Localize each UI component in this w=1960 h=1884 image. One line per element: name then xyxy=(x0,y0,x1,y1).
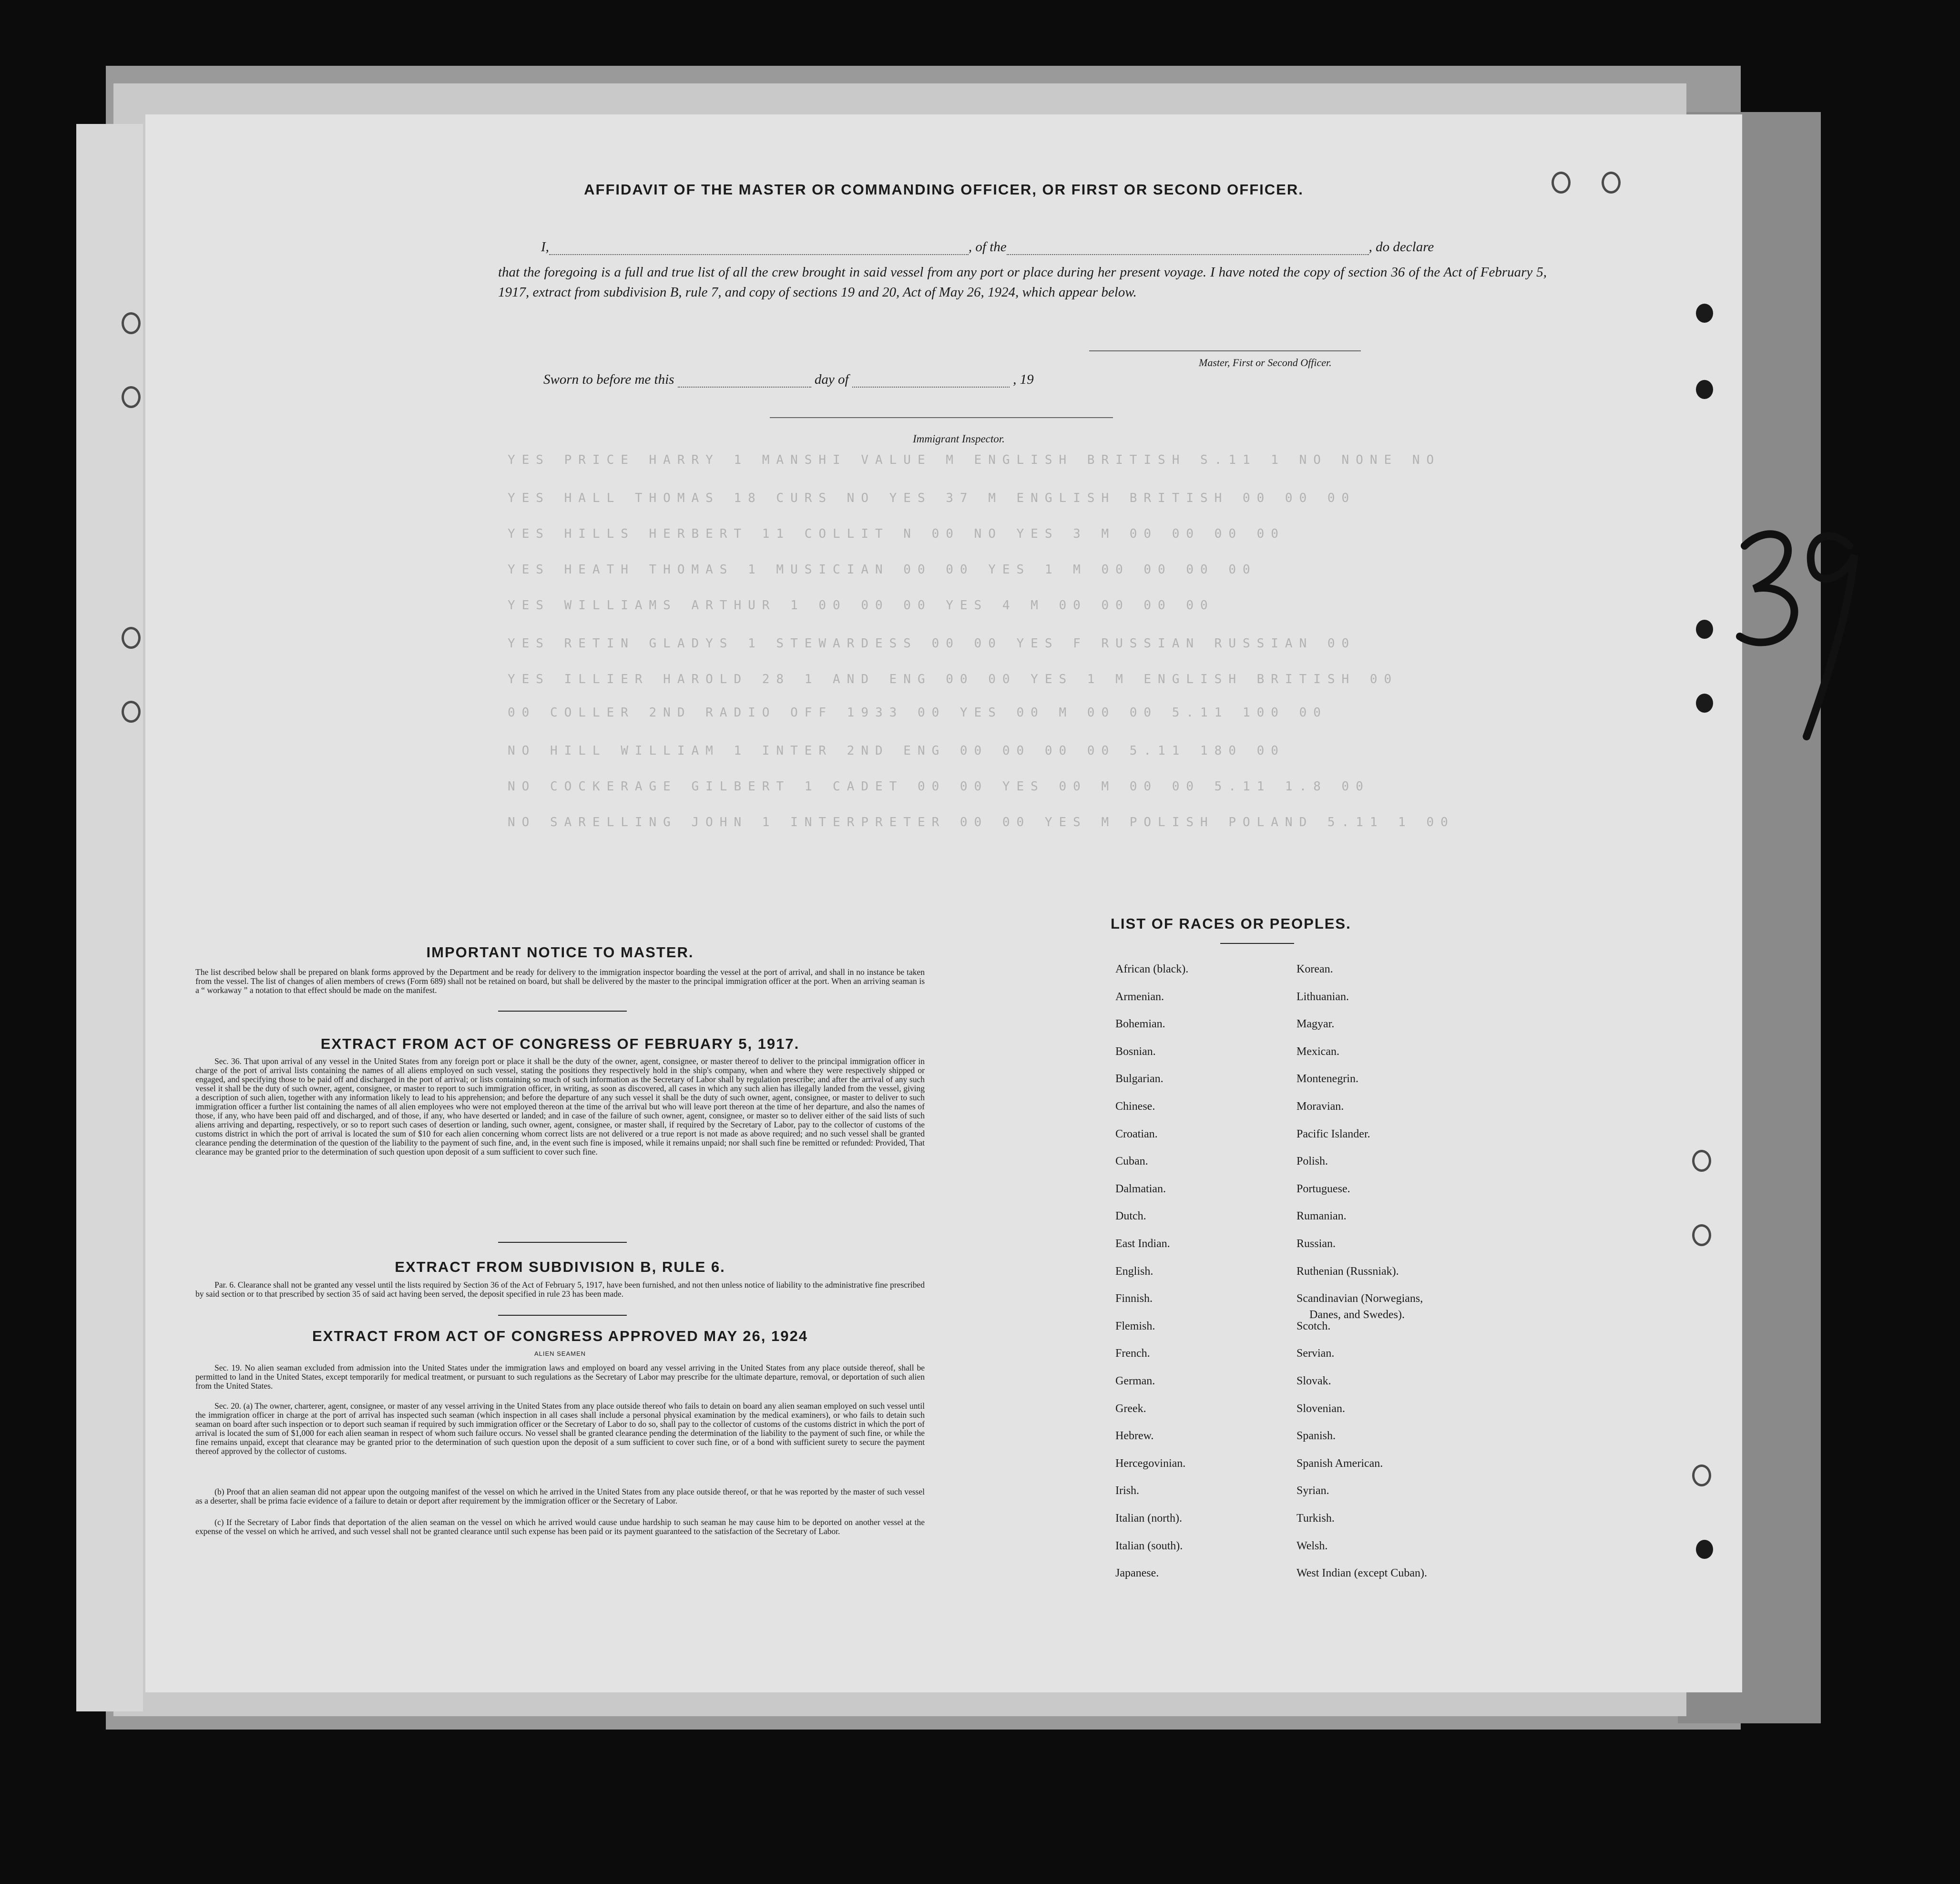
sworn-month-field[interactable] xyxy=(852,387,1010,388)
race-item: West Indian (except Cuban). xyxy=(1296,1567,1427,1579)
race-item: Croatian. xyxy=(1115,1128,1158,1140)
affidavit-title: AFFIDAVIT OF THE MASTER OR COMMANDING OFFICER, OR FIRST OR SECOND OFFICER. xyxy=(584,181,1304,198)
divider xyxy=(1220,943,1294,944)
sworn-line xyxy=(543,372,1034,388)
binder-hole xyxy=(1696,380,1713,399)
master-signature-line[interactable] xyxy=(1089,350,1361,351)
race-item: Moravian. xyxy=(1296,1100,1344,1113)
race-item: Korean. xyxy=(1296,963,1333,975)
race-item: Spanish. xyxy=(1296,1430,1336,1442)
race-item: Hebrew. xyxy=(1115,1430,1154,1442)
extract-1924-sec20a: Sec. 20. (a) The owner, charterer, agent, consignee, or master of any vessel arriving in the United States from any place outside thereof who fails to detain on board any alien seaman employed on such vessel until the immigration officer in charge at the port of arrival has inspected such seaman (which inspection in all cases shall include a personal physical examination by the medical examiners), or who fails to detain such seaman on board after such inspection or to deport such seaman if required by such immigration officer or the Secretary of Labor to do so, shall pay to the collector of customs of the customs district in which the port of arrival is located the sum of $1,000 for each alien seaman in respect of whom such failure occurs. No vessel shall be granted clearance pending the determination of the liability to the payment of such fine, or while the fine remains unpaid, except that clearance may be granted prior to the determination of such question upon the deposit of a sum sufficient to cover such fine, or of a bond with sufficient surety to secure the payment thereof approved by the collector of customs. xyxy=(195,1401,925,1456)
race-item: Bulgarian. xyxy=(1115,1073,1164,1085)
of-the-label: , of the xyxy=(968,239,1007,255)
race-item: Hercegovinian. xyxy=(1115,1457,1186,1470)
race-item: Irish. xyxy=(1115,1485,1139,1497)
notice-title: IMPORTANT NOTICE TO MASTER. xyxy=(426,944,694,961)
extract-rule6-body: Par. 6. Clearance shall not be granted any vessel until the lists required by Section 36 of the Act of February 5, 1917, have been furnished, and not then unless notice of liability to the administrative fine prescribed by said section or to that prescribed by section 35 of said act having been served, the deposit specified in rule 23 has been made. xyxy=(195,1280,925,1299)
binder-ring xyxy=(1692,1464,1711,1486)
race-item: Scandinavian (Norwegians, xyxy=(1296,1292,1423,1305)
inspector-label: Immigrant Inspector. xyxy=(913,433,1005,445)
manifest-page: YES PRICE HARRY 1 MANSHI VALUE M ENGLISH BRITISH S.11 1 NO NONE NO YES HALL THOMAS 18 CURS NO YES 37 M ENGLISH BRITISH 00 00 00 YES HILLS HERBERT 11 COLLIT N 00 NO YES 3 M 00 00 00 00 YES HEATH THOMAS 1 MUSICIAN 00 00 YES 1 M 00 00 00 00 YES WILLIAMS ARTHUR 1 00 00 00 YES 4 M 00 00 00 00 YES RETIN GLADYS 1 STEWARDESS 00 00 YES F RUSSIAN RUSSIAN 00 YES ILLIER HAROLD 28 1 AND ENG 00 00 YES 1 M ENGLISH BRITISH 00 00 COLLER 2ND RADIO OFF 1933 00 YES 00 M 00 00 5.11 100 00 NO HILL WILLIAM 1 INTER 2ND ENG 00 00 00 00 5.11 180 00 NO COCKERAGE GILBERT 1 CADET 00 00 YES 00 M 00 00 5.11 1.8 00 NO SARELLING JOHN 1 INTERPRETER 00 00 YES M POLISH POLAND 5.11 1 00 AFFIDAVIT OF THE MASTER OR COMMANDING OFFICER, OR FIRST OR SECOND OFFICER. I, , of the , do declare that the foregoing is a full and true list of all the crew brought in said vessel from any port or place during her present voyage. I have noted the copy of section 36 of the Act of February 5, 1917, extract from subdivision B, rule 7, and copy of sections 19 and 20, Act of May 26, 1924, which appear below. Master, First or Second Officer. Sworn to before me this day of , 19 Immigrant Inspector. IMPORTANT NOTICE TO MASTER. The list described below shall be prepared on blank forms approved by the Department and be ready for delivery to the immigration inspector boarding the vessel at the port of arrival, and shall in no instance be taken from the vessel. The list of changes of alien members of crews (Form 689) shall not be retained on board, but shall be delivered by the master to the principal immigration officer at the port. When an arriving seaman is a “ workaway ” a notation to that effect should be made on the manifest. EXTRACT FROM ACT OF CONGRESS OF FEBRUARY 5, 1917. Sec. 36. That upon arrival of any vessel in the United States from any foreign port or place it shall be the duty of the owner, agent, consignee, or master thereof to deliver to the principal immigration officer in charge of the port of arrival lists containing the names of all aliens employed on such vessel, stating the positions they respectively hold in the ship's company, when and where they were respectively shipped or engaged, and specifying those to be paid off and discharged in the port of arrival; or lists containing so much of such information as the Secretary of Labor shall by regulation prescribe; and after the arrival of any such vessel it shall be the duty of such owner, agent, consignee, or master to report to such immigration officer, in writing, as soon as discovered, all cases in which any such alien has illegally landed from the vessel, giving a description of such alien, together with any information likely to lead to his apprehension; and before the departure of any such vessel it shall be the duty of such owner, agent, consignee, or master to deliver to such immigration officer a further list containing the names of all alien employees who were not employed thereon at the time of the arrival but who will leave port thereon at the time of her departure, and also the names of those, if any, who have been paid off and discharged, and of those, if any, who have deserted or landed; and in case of the failure of such owner, agent, consignee, or master so to deliver either of the said lists of such aliens arriving and departing, respectively, or so to report such cases of desertion or landing, such owner, agent, consignee, or master shall, if required by the Secretary of Labor, pay to the collector of customs of the customs district in which the port of arrival is located the sum of $10 for each alien concerning whom correct lists are not delivered or a true report is not made as above required; and no such vessel shall be granted clearance pending the determination of the question of the liability to the payment of such fine, and, in the event such fine is imposed, while it remains unpaid; nor shall such fine be remitted or refunded: Provided, That clearance may be granted prior to the determination of such question upon deposit of a sum sufficient to cover such fine. EXTRACT FROM SUBDIVISION B, RULE 6. Par. 6. Clearance shall not be granted any vessel until the lists required by Section 36 of the Act of February 5, 1917, have been furnished, and not then unless notice of liability to the administrative fine prescribed by said section or to that prescribed by section 35 of said act having been served, the deposit specified in rule 23 has been made. EXTRACT FROM ACT OF CONGRESS APPROVED MAY 26, 1924 ALIEN SEAMEN Sec. 19. No alien seaman excluded from admission into the United States under the immigration laws and employed on board any vessel arriving in the United States from any place outside thereof, shall be permitted to land in the United States, except temporarily for medical treatment, or pursuant to such regulations as the Secretary of Labor may prescribe for the ultimate departure, removal, or deportation of such alien from the United States. Sec. 20. (a) The owner, charterer, agent, consignee, or master of any vessel arriving in the United States from any place outside thereof who fails to detain on board any alien seaman employed on such vessel until the immigration officer in charge at the port of arrival has inspected such seaman (which inspection in all cases shall include a personal physical examination by the medical examiners), or who fails to detain such seaman on board after such inspection or to deport such seaman if required by such immigration officer or the Secretary of Labor to do so, shall pay to the collector of customs of the customs district in which the port of arrival is located the sum of $1,000 for each alien seaman in respect of whom such failure occurs. No vessel shall be granted clearance pending the determination of the liability to the payment of such fine, or while the fine remains unpaid, except that clearance may be granted prior to the determination of such question upon the deposit of a sum sufficient to cover such fine, or of a bond with sufficient surety to secure the payment thereof approved by the collector of customs. (b) Proof that an alien seaman did not appear upon the outgoing manifest of the vessel on which he arrived in the United States from any place outside thereof, or that he was reported by the master of such vessel as a deserter, shall be prima facie evidence of a failure to detain or deport after requirement by the immigration officer or the Secretary of Labor. (c) If the Secretary of Labor finds that deportation of the alien seaman on the vessel on which he arrived would cause undue hardship to such seaman he may cause him to be deported on another vessel at the expense of the vessel on which he arrived, and such vessel shall not be granted clearance until such expense has been paid or its payment guaranteed to the satisfaction of the Secretary of Labor. LIST OF RACES OR PEOPLES. Danes, and Swedes). African (black). Armenian. Bohemian. Bosnian. Bulgarian. Chinese. Croatian. Cuban. Dalmatian. Dutch. East Indian. English. Finnish. Flemish. French. German. Greek. Hebrew. Hercegovinian. Irish. Italian (north). Italian (south). Japanese. Korean. Lithuanian. Magyar. Mexican. Montenegrin. Moravian. Pacific Islander. Polish. Portuguese. Rumanian. Russian. Ruthenian (Russniak). Scandinavian (Norwegians, Scotch. Servian. Slovak. Slovenian. Spanish. Spanish American. Syrian. Turkish. Welsh. West Indian (except Cuban). xyxy=(145,114,1742,1692)
notice-body: The list described below shall be prepared on blank forms approved by the Department and be ready for delivery to the immigration inspector boarding the vessel at the port of arrival, and shall in no instance be taken from the vessel. The list of changes of alien members of crews (Form 689) shall not be retained on board, but shall be delivered by the master to the principal immigration officer at the port. When an arriving seaman is a “ workaway ” a notation to that effect should be made on the manifest. xyxy=(195,967,925,995)
race-item: Flemish. xyxy=(1115,1320,1155,1332)
binder-ring xyxy=(122,627,141,649)
race-item: Pacific Islander. xyxy=(1296,1128,1370,1140)
binder-ring xyxy=(122,701,141,723)
divider xyxy=(498,1011,627,1012)
race-item: Ruthenian (Russniak). xyxy=(1296,1265,1399,1278)
race-item: Welsh. xyxy=(1296,1540,1328,1552)
race-item: Servian. xyxy=(1296,1347,1335,1360)
binder-ring xyxy=(122,386,141,408)
divider xyxy=(498,1242,627,1243)
sworn-before-label: Sworn to before me this xyxy=(543,372,674,387)
race-item: Rumanian. xyxy=(1296,1210,1347,1222)
race-item: Chinese. xyxy=(1115,1100,1155,1113)
race-item: Italian (south). xyxy=(1115,1540,1183,1552)
race-item: Bohemian. xyxy=(1115,1018,1165,1030)
binder-ring xyxy=(1692,1150,1711,1172)
race-item: Polish. xyxy=(1296,1155,1328,1167)
race-item: Russian. xyxy=(1296,1238,1336,1250)
race-item: Turkish. xyxy=(1296,1512,1335,1525)
declarant-label: I, xyxy=(541,239,549,255)
race-item: Slovak. xyxy=(1296,1375,1331,1387)
extract-1924-title: EXTRACT FROM ACT OF CONGRESS APPROVED MAY 26, 1924 xyxy=(312,1328,808,1344)
race-item: German. xyxy=(1115,1375,1155,1387)
declarant-name-field[interactable] xyxy=(549,254,969,255)
race-item: Lithuanian. xyxy=(1296,991,1349,1003)
do-declare-label: , do declare xyxy=(1368,239,1434,255)
day-of-label: day of xyxy=(814,372,849,387)
race-item: Spanish American. xyxy=(1296,1457,1383,1470)
sworn-day-field[interactable] xyxy=(678,387,811,388)
binder-hole xyxy=(1696,1540,1713,1559)
extract-1924-sec20b: (b) Proof that an alien seaman did not appear upon the outgoing manifest of the vessel on which he arrived in the United States from any place outside thereof, or that he was reported by the master of such vessel as a deserter, shall be prima facie evidence of a failure to detain or deport after requirement by the immigration officer or the Secretary of Labor. xyxy=(195,1487,925,1505)
race-item: Mexican. xyxy=(1296,1045,1339,1058)
race-item: Dutch. xyxy=(1115,1210,1146,1222)
extract-1917-body: Sec. 36. That upon arrival of any vessel in the United States from any foreign port or place it shall be the duty of the owner, agent, consignee, or master thereof to deliver to the principal immigration officer in charge of the port of arrival lists containing the names of all aliens employed on such vessel, stating the positions they respectively hold in the ship's company, when and where they were respectively shipped or engaged, and specifying those to be paid off and discharged in the port of arrival; or lists containing so much of such information as the Secretary of Labor shall by regulation prescribe; and after the arrival of any such vessel it shall be the duty of such owner, agent, consignee, or master to report to such immigration officer, in writing, as soon as discovered, all cases in which any such alien has illegally landed from the vessel, giving a description of such alien, together with any information likely to lead to his apprehension; and before the departure of any such vessel it shall be the duty of such owner, agent, consignee, or master to deliver to such immigration officer a further list containing the names of all alien employees who were not employed thereon at the time of the arrival but who will leave port thereon at the time of her departure, and also the names of those, if any, who have been paid off and discharged, and of those, if any, who have deserted or landed; and in case of the failure of such owner, agent, consignee, or master so to deliver either of the said lists of such aliens arriving and departing, respectively, or so to report such cases of desertion or landing, such owner, agent, consignee, or master shall, if required by the Secretary of Labor, pay to the collector of customs of the customs district in which the port of arrival is located the sum of $10 for each alien concerning whom correct lists are not delivered or a true report is not made as above required; and no such vessel shall be granted clearance pending the determination of the question of the liability to the payment of such fine, and, in the event such fine is imposed, while it remains unpaid; nor shall such fine be remitted or refunded: Provided, That clearance may be granted prior to the determination of such question upon deposit of a sum sufficient to cover such fine. xyxy=(195,1056,925,1157)
race-item: Portuguese. xyxy=(1296,1183,1350,1195)
binder-hole xyxy=(1696,694,1713,713)
extract-1917-title: EXTRACT FROM ACT OF CONGRESS OF FEBRUARY 5, 1917. xyxy=(320,1035,800,1052)
handwritten-page-number xyxy=(1735,527,1864,746)
affidavit-declaration-line xyxy=(541,239,1434,255)
race-item: English. xyxy=(1115,1265,1154,1278)
race-item: East Indian. xyxy=(1115,1238,1170,1250)
year-label: , 19 xyxy=(1013,372,1034,387)
extract-1924-sec20c: (c) If the Secretary of Labor finds that deportation of the alien seaman on the vessel on which he arrived would cause undue hardship to such seaman he may cause him to be deported on another vessel at the expense of the vessel on which he arrived, and such vessel shall not be granted clearance until such expense has been paid or its payment guaranteed to the satisfaction of the Secretary of Labor. xyxy=(195,1517,925,1536)
vessel-name-field[interactable] xyxy=(1007,254,1369,255)
race-item: Cuban. xyxy=(1115,1155,1148,1167)
race-item: Syrian. xyxy=(1296,1485,1329,1497)
affidavit-body: that the foregoing is a full and true list of all the crew brought in said vessel from any port or place during her present voyage. I have noted the copy of section 36 of the Act of February 5, 1917, extract from subdivision B, rule 7, and copy of sections 19 and 20, Act of May 26, 1924, which appear below. xyxy=(498,265,1547,300)
race-item: French. xyxy=(1115,1347,1150,1360)
left-sheet-edge xyxy=(76,124,143,1711)
binder-ring xyxy=(1692,1224,1711,1246)
race-item: Bosnian. xyxy=(1115,1045,1156,1058)
race-item: Montenegrin. xyxy=(1296,1073,1358,1085)
inspector-signature-line[interactable] xyxy=(770,417,1113,418)
race-item: Magyar. xyxy=(1296,1018,1335,1030)
binder-ring xyxy=(1602,172,1621,194)
binder-hole xyxy=(1696,620,1713,639)
race-item: Italian (north). xyxy=(1115,1512,1182,1525)
race-item: Dalmatian. xyxy=(1115,1183,1166,1195)
race-item: Scotch. xyxy=(1296,1320,1331,1332)
binder-ring xyxy=(122,312,141,334)
race-item: Finnish. xyxy=(1115,1292,1153,1305)
race-item: Armenian. xyxy=(1115,991,1164,1003)
race-item-continuation: Danes, and Swedes). xyxy=(1309,1309,1405,1321)
binder-hole xyxy=(1696,304,1713,323)
races-title: LIST OF RACES OR PEOPLES. xyxy=(1111,915,1351,932)
extract-rule6-title: EXTRACT FROM SUBDIVISION B, RULE 6. xyxy=(395,1259,725,1275)
race-item: Japanese. xyxy=(1115,1567,1159,1579)
master-signature-label: Master, First or Second Officer. xyxy=(1199,357,1332,369)
binder-ring xyxy=(1552,172,1571,194)
divider xyxy=(498,1315,627,1316)
race-item: Greek. xyxy=(1115,1403,1146,1415)
race-item: Slovenian. xyxy=(1296,1403,1345,1415)
extract-1924-subtitle: ALIEN SEAMEN xyxy=(534,1350,586,1357)
extract-1924-sec19: Sec. 19. No alien seaman excluded from admission into the United States under the immigration laws and employed on board any vessel arriving in the United States from any place outside thereof, shall be permitted to land in the United States, except temporarily for medical treatment, or pursuant to such regulations as the Secretary of Labor may prescribe for the ultimate departure, removal, or deportation of such alien from the United States. xyxy=(195,1363,925,1391)
race-item: African (black). xyxy=(1115,963,1189,975)
